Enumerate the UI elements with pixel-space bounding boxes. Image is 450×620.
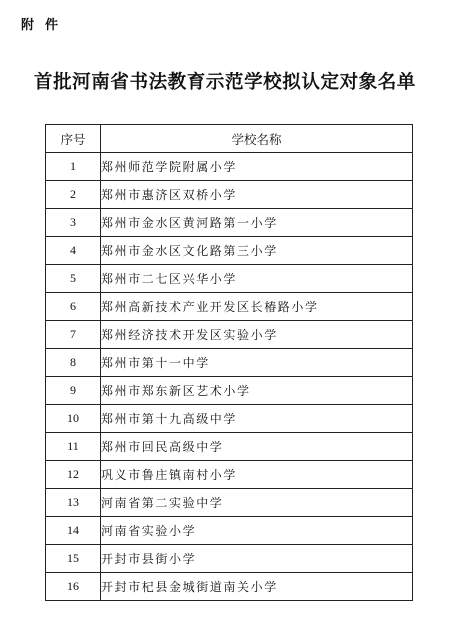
row-number: 14 [46,517,101,545]
school-name: 开封市县街小学 [101,545,413,573]
table-row [46,405,413,433]
table-row [46,153,413,181]
table-row [46,461,413,489]
row-number: 15 [46,545,101,573]
table-row [46,181,413,209]
table-row [46,377,413,405]
row-number: 3 [46,209,101,237]
column-header-number: 序号 [46,125,101,153]
school-name: 河南省第二实验中学 [101,489,413,517]
table-row [46,517,413,545]
table-row [46,265,413,293]
table-row [46,293,413,321]
school-name: 巩义市鲁庄镇南村小学 [101,461,413,489]
table-row [46,489,413,517]
attachment-label: 附件 [21,18,70,33]
table-row [46,349,413,377]
column-header-school-name: 学校名称 [101,125,413,153]
school-name: 郑州师范学院附属小学 [101,153,413,181]
row-number: 8 [46,349,101,377]
row-number: 10 [46,405,101,433]
school-name: 郑州市第十九高级中学 [101,405,413,433]
school-name: 郑州市惠济区双桥小学 [101,181,413,209]
table-row [46,209,413,237]
row-number: 6 [46,293,101,321]
document-title: 首批河南省书法教育示范学校拟认定对象名单 [33,72,416,93]
row-number: 16 [46,573,101,601]
school-name: 郑州市金水区文化路第三小学 [101,237,413,265]
table-row [46,321,413,349]
school-name: 郑州市第十一中学 [101,349,413,377]
row-number: 7 [46,321,101,349]
row-number: 1 [46,153,101,181]
school-name: 开封市杞县金城街道南关小学 [101,573,413,601]
table-row [46,573,413,601]
school-name: 郑州市回民高级中学 [101,433,413,461]
table-header-row [46,125,413,153]
row-number: 11 [46,433,101,461]
school-name: 郑州市二七区兴华小学 [101,265,413,293]
table-row [46,433,413,461]
row-number: 9 [46,377,101,405]
row-number: 5 [46,265,101,293]
school-name: 河南省实验小学 [101,517,413,545]
school-name: 郑州市郑东新区艺术小学 [101,377,413,405]
school-name: 郑州市金水区黄河路第一小学 [101,209,413,237]
row-number: 12 [46,461,101,489]
table-row [46,237,413,265]
row-number: 2 [46,181,101,209]
school-name: 郑州高新技术产业开发区长椿路小学 [101,293,413,321]
school-list-table [45,124,413,601]
table-row [46,545,413,573]
row-number: 13 [46,489,101,517]
school-name: 郑州经济技术开发区实验小学 [101,321,413,349]
row-number: 4 [46,237,101,265]
